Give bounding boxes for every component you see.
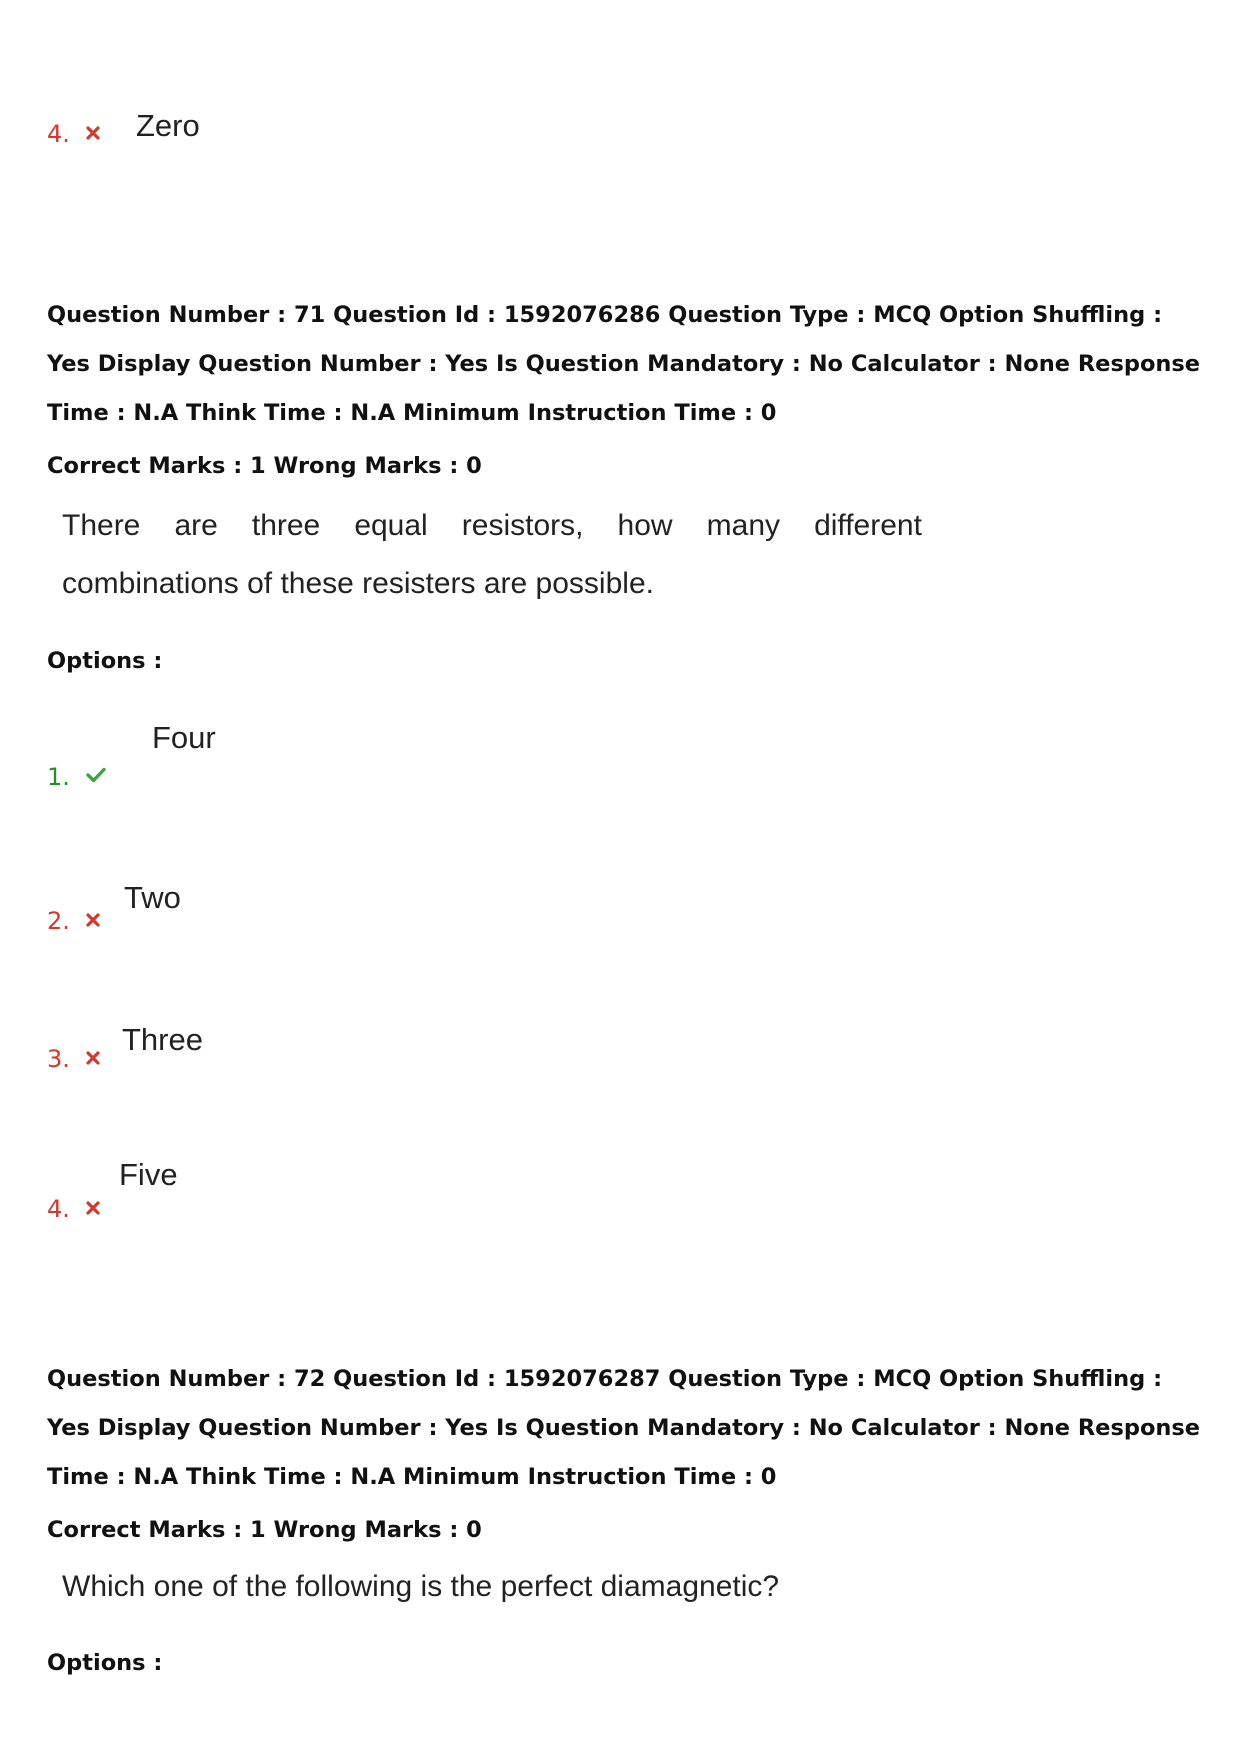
option-text: Three — [122, 1022, 203, 1057]
option-number: 4. — [47, 1195, 100, 1223]
option-text: Four — [152, 720, 216, 755]
question-marks: Correct Marks : 1 Wrong Marks : 0 — [47, 1517, 482, 1543]
question-line: combinations of these resisters are possible. — [62, 567, 654, 600]
options-label: Options : — [47, 648, 163, 674]
option-number: 4. — [47, 120, 100, 148]
option-number: 2. — [47, 907, 100, 935]
option-text: Zero — [136, 108, 200, 143]
question-meta: Question Number : 72 Question Id : 1592076287 Question Type : MCQ Option Shuffling : Yes Display Question Number : Yes Is Question Mandatory : No Calculator : None Response Time : N.A Think Time : N.A Minimum Instruction Time : 0 — [47, 1366, 1201, 1490]
question-line: There are three equal resistors, how many different — [62, 509, 922, 542]
options-label: Options : — [47, 1650, 163, 1676]
question-line: Which one of the following is the perfect diamagnetic? — [62, 1570, 780, 1603]
cross-icon — [86, 126, 100, 140]
option-text: Five — [119, 1157, 178, 1192]
cross-icon — [86, 1201, 100, 1215]
cross-icon — [86, 1051, 100, 1065]
cross-icon — [86, 913, 100, 927]
question-meta: Question Number : 71 Question Id : 1592076286 Question Type : MCQ Option Shuffling : Yes Display Question Number : Yes Is Question Mandatory : No Calculator : None Response Time : N.A Think Time : N.A Minimum Instruction Time : 0 — [47, 302, 1201, 426]
check-icon — [86, 767, 106, 783]
option-text: Two — [124, 880, 181, 915]
option-number: 1. — [47, 763, 106, 791]
question-marks: Correct Marks : 1 Wrong Marks : 0 — [47, 453, 482, 479]
option-number: 3. — [47, 1045, 100, 1073]
